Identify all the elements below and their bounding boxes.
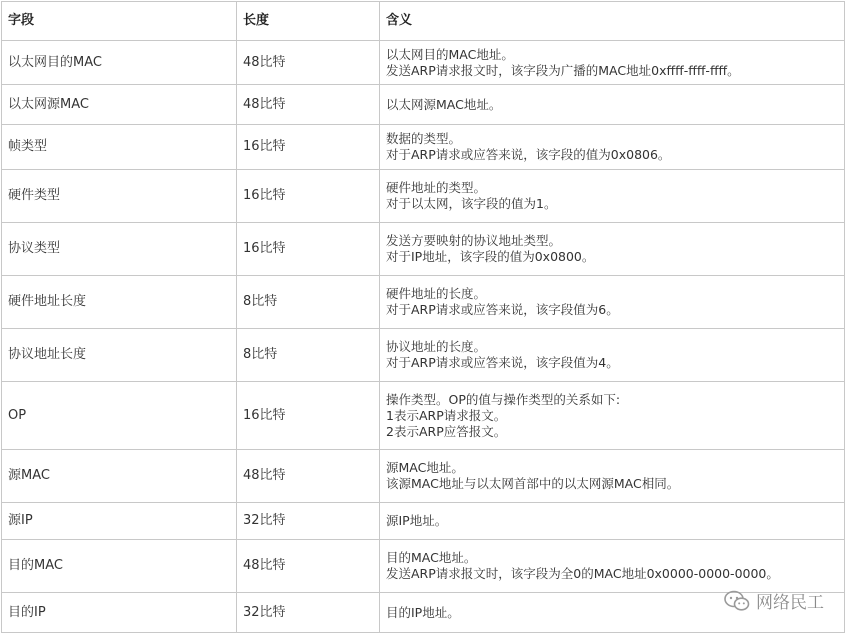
length-cell: 48比特 xyxy=(237,450,380,503)
meaning-line: 数据的类型。 xyxy=(386,131,462,146)
field-cell: 源IP xyxy=(2,503,237,540)
table-row xyxy=(2,125,845,170)
meaning-cell xyxy=(380,503,845,540)
meaning-line: 以太网目的MAC地址。 xyxy=(386,46,514,62)
table-row xyxy=(2,540,845,593)
length-cell: 16比特 xyxy=(237,170,380,223)
meaning-cell xyxy=(380,223,845,276)
meaning-line: 1表示ARP请求报文。 xyxy=(386,407,507,423)
length-cell: 48比特 xyxy=(237,41,380,85)
header-length: 长度 xyxy=(237,2,380,41)
length-cell: 32比特 xyxy=(237,503,380,540)
table-header-row xyxy=(2,2,845,41)
table-row xyxy=(2,170,845,223)
length-cell: 32比特 xyxy=(237,593,380,633)
meaning-line: 对于以太网，该字段的值为1。 xyxy=(386,196,557,211)
table-row xyxy=(2,276,845,329)
table-row xyxy=(2,223,845,276)
field-cell: 协议地址长度 xyxy=(2,329,237,382)
meaning-line: 2表示ARP应答报文。 xyxy=(386,423,507,439)
meaning-line: 硬件地址的长度。 xyxy=(386,286,487,301)
meaning-cell xyxy=(380,329,845,382)
watermark-text: 网络民工 xyxy=(756,593,824,613)
table-row xyxy=(2,503,845,540)
meaning-cell xyxy=(380,41,845,85)
meaning-cell xyxy=(380,450,845,503)
field-cell: 源MAC xyxy=(2,450,237,503)
meaning-cell xyxy=(380,276,845,329)
length-cell: 16比特 xyxy=(237,223,380,276)
length-cell: 48比特 xyxy=(237,540,380,593)
watermark xyxy=(724,588,824,613)
field-cell: 目的MAC xyxy=(2,540,237,593)
table-row xyxy=(2,41,845,85)
meaning-line: 硬件地址的类型。 xyxy=(386,180,487,195)
header-field: 字段 xyxy=(2,2,237,41)
table-row xyxy=(2,593,845,633)
field-cell: 以太网源MAC xyxy=(2,85,237,125)
meaning-cell xyxy=(380,382,845,450)
table-row xyxy=(2,382,845,450)
wechat-icon xyxy=(724,590,750,612)
table-row xyxy=(2,450,845,503)
meaning-line: 发送方要映射的协议地址类型。 xyxy=(386,233,562,248)
meaning-line: 目的IP地址。 xyxy=(386,604,460,620)
meaning-cell xyxy=(380,170,845,223)
meaning-cell xyxy=(380,125,845,170)
meaning-line: 对于ARP请求或应答来说，该字段值为4。 xyxy=(386,355,619,370)
length-cell: 8比特 xyxy=(237,329,380,382)
table-row xyxy=(2,85,845,125)
table-row xyxy=(2,329,845,382)
field-cell: 帧类型 xyxy=(2,125,237,170)
meaning-cell xyxy=(380,85,845,125)
field-cell: OP xyxy=(2,382,237,450)
meaning-line: 以太网源MAC地址。 xyxy=(386,96,502,112)
field-cell: 以太网目的MAC xyxy=(2,41,237,85)
length-cell: 48比特 xyxy=(237,85,380,125)
meaning-line: 源MAC地址。 xyxy=(386,460,464,475)
meaning-line: 对于ARP请求或应答来说，该字段值为6。 xyxy=(386,302,619,317)
meaning-line: 协议地址的长度。 xyxy=(386,339,487,354)
meaning-line: 操作类型。OP的值与操作类型的关系如下: xyxy=(386,391,621,407)
meaning-line: 该源MAC地址与以太网首部中的以太网源MAC相同。 xyxy=(386,476,680,491)
field-cell: 硬件地址长度 xyxy=(2,276,237,329)
meaning-cell xyxy=(380,540,845,593)
meaning-line: 源IP地址。 xyxy=(386,513,448,528)
length-cell: 16比特 xyxy=(237,125,380,170)
meaning-line: 目的MAC地址。 xyxy=(386,550,477,565)
header-meaning: 含义 xyxy=(380,2,845,41)
meaning-line: 对于IP地址，该字段的值为0x0800。 xyxy=(386,249,595,264)
length-cell: 8比特 xyxy=(237,276,380,329)
field-cell: 目的IP xyxy=(2,593,237,633)
meaning-line: 发送ARP请求报文时，该字段为全0的MAC地址0x0000-0000-0000。 xyxy=(386,566,779,581)
field-cell: 硬件类型 xyxy=(2,170,237,223)
meaning-line: 发送ARP请求报文时，该字段为广播的MAC地址0xffff-ffff-ffff。 xyxy=(386,62,740,78)
length-cell: 16比特 xyxy=(237,382,380,450)
arp-field-table xyxy=(1,1,845,633)
field-cell: 协议类型 xyxy=(2,223,237,276)
meaning-line: 对于ARP请求或应答来说，该字段的值为0x0806。 xyxy=(386,147,671,162)
